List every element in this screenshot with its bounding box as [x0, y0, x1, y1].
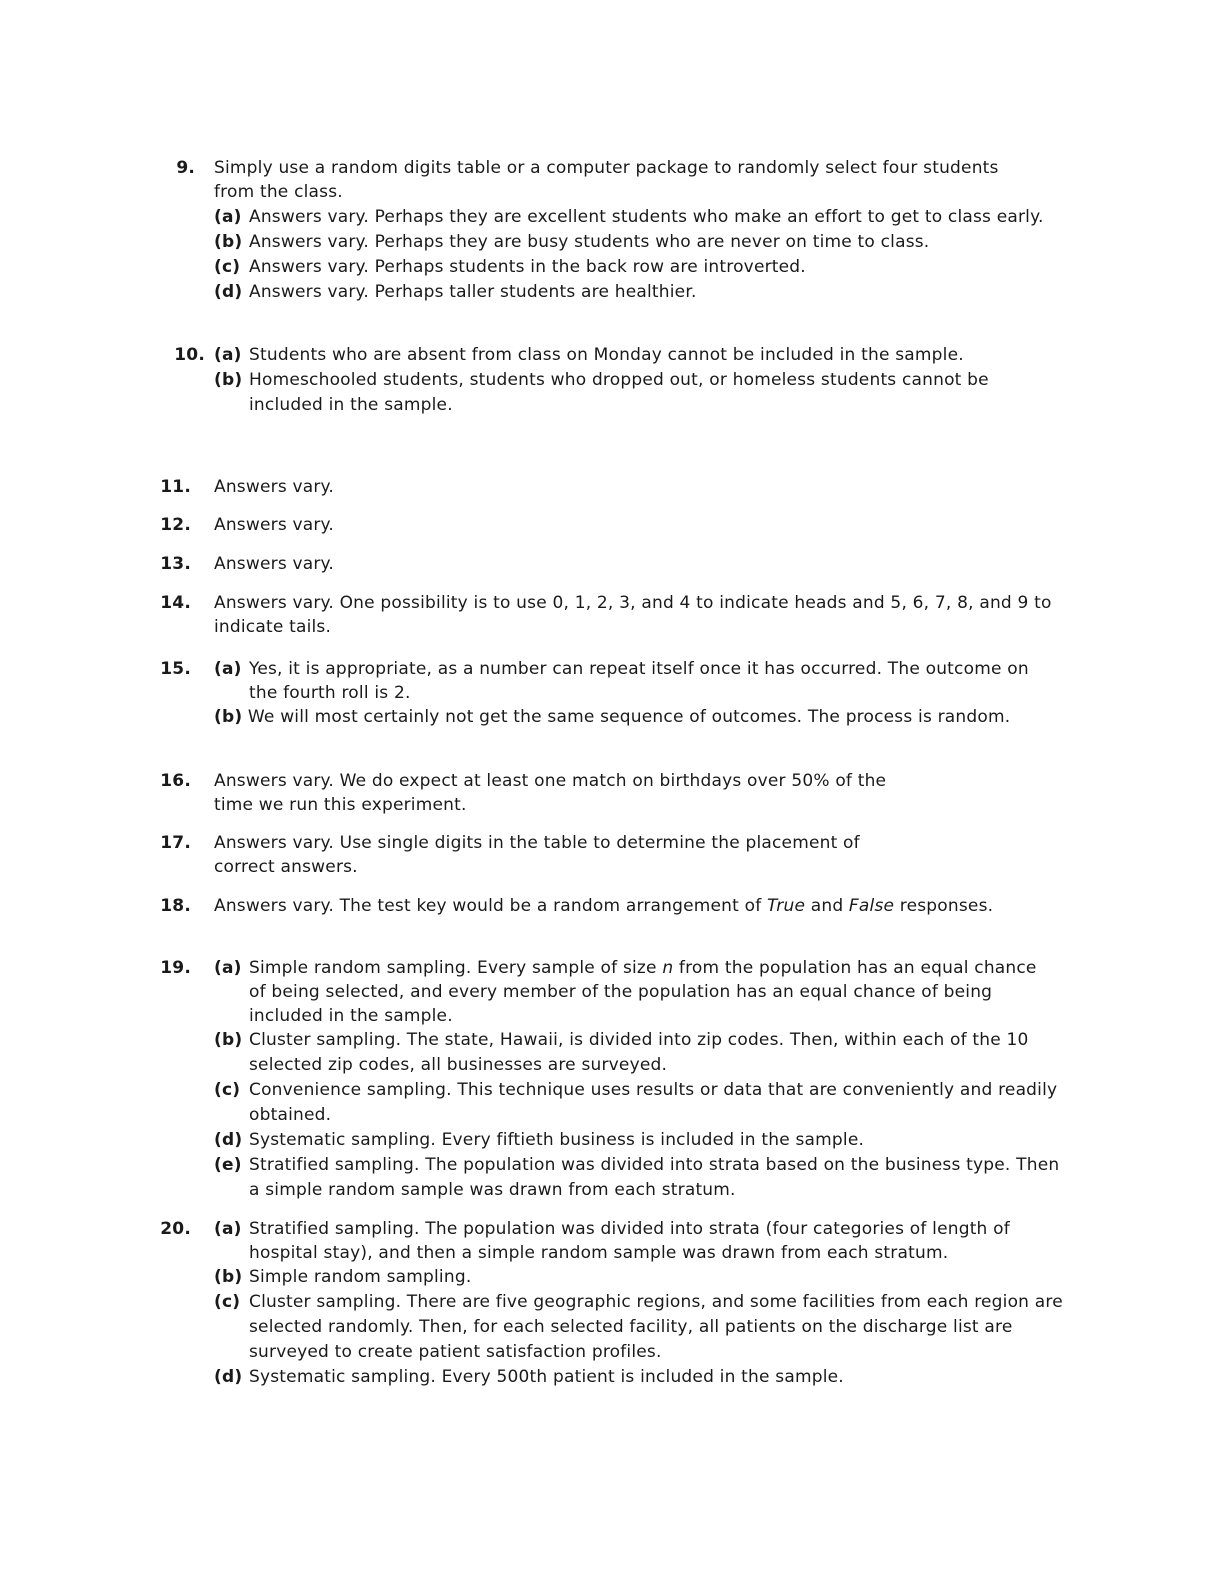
- part-label: (b): [214, 370, 243, 390]
- part-label: (a): [214, 1219, 242, 1239]
- part-d: [214, 1128, 1064, 1153]
- question-number: 14.: [160, 593, 191, 613]
- question-number: 13.: [160, 554, 191, 574]
- part-text: Answers vary. Perhaps taller students are healthier.: [249, 282, 697, 302]
- question-text: Answers vary.: [214, 477, 334, 497]
- question-text: Answers vary.: [214, 554, 334, 574]
- question-text: Answers vary. One possibility is to use 0, 1, 2, 3, and 4 to indicate heads and 5, 6, 7, 8, and 9 to indicate tails.: [214, 593, 1052, 637]
- part-label: (a): [214, 207, 242, 227]
- part-text: We will most certainly not get the same sequence of outcomes. The process is random.: [247, 707, 1011, 727]
- text-segment: responses.: [894, 896, 994, 916]
- part-text: Answers vary. Perhaps students in the back row are introverted.: [249, 257, 806, 277]
- part-text: Homeschooled students, students who dropped out, or homeless students cannot be included in the sample.: [249, 370, 989, 415]
- part-text: Systematic sampling. Every 500th patient is included in the sample.: [249, 1367, 844, 1387]
- part-label: (b): [214, 232, 243, 252]
- part-label: (b): [214, 707, 243, 727]
- part-label: (d): [214, 282, 243, 302]
- part-c: [214, 255, 1014, 280]
- question-number: 18.: [160, 896, 191, 916]
- part-c: [214, 1290, 1064, 1365]
- question-text-line: time we run this experiment.: [214, 795, 467, 815]
- part-label: (a): [214, 958, 242, 978]
- part-text: Convenience sampling. This technique uses results or data that are conveniently and readily obtained.: [249, 1080, 1058, 1125]
- part-label: (c): [214, 1292, 241, 1312]
- question-number: 12.: [160, 515, 191, 535]
- text-segment: Answers vary. The test key would be a random arrangement of: [214, 896, 768, 916]
- question-text-line: Answers vary. We do expect at least one match on birthdays over 50% of the: [214, 771, 887, 791]
- part-a: [214, 956, 1039, 1028]
- part-text: Answers vary. Perhaps they are excellent students who make an effort to get to class early.: [249, 207, 1044, 227]
- part-label: (d): [214, 1367, 243, 1387]
- part-label: (b): [214, 1030, 243, 1050]
- false-word: False: [848, 896, 895, 916]
- part-d: [214, 1365, 1064, 1390]
- question-number: 20.: [160, 1219, 191, 1239]
- part-text: Yes, it is appropriate, as a number can repeat itself once it has occurred. The outcome on the fourth roll is 2.: [249, 659, 1029, 703]
- part-text: Students who are absent from class on Monday cannot be included in the sample.: [249, 345, 964, 365]
- part-b: [214, 1265, 1064, 1290]
- variable-n: n: [662, 958, 674, 978]
- part-a: [214, 657, 1034, 705]
- part-b: [214, 368, 1064, 418]
- true-word: True: [767, 896, 806, 916]
- part-text: Stratified sampling. The population was divided into strata (four categories of length of hospital stay), and then a simple random sample was drawn from each stratum.: [249, 1219, 1010, 1263]
- part-text: Systematic sampling. Every fiftieth business is included in the sample.: [249, 1130, 865, 1150]
- part-a: [214, 1217, 1039, 1265]
- part-text: Answers vary. Perhaps they are busy students who are never on time to class.: [249, 232, 930, 252]
- part-b: [214, 230, 1079, 255]
- question-number: 19.: [160, 958, 191, 978]
- part-e: [214, 1153, 1064, 1203]
- part-label: (a): [214, 659, 242, 679]
- question-text-line: correct answers.: [214, 857, 358, 877]
- part-text: Simple random sampling.: [249, 1267, 472, 1287]
- question-text-line: Answers vary. Use single digits in the table to determine the placement of: [214, 833, 860, 853]
- question-text: Answers vary.: [214, 515, 334, 535]
- part-text: Cluster sampling. There are five geographic regions, and some facilities from each region are selected randomly. Then, for each selected facility, all patients on the discharge list are surveyed to create patient satisfaction profiles.: [249, 1292, 1063, 1362]
- part-label: (b): [214, 1267, 243, 1287]
- text-segment: and: [805, 896, 849, 916]
- part-c: [214, 1078, 1064, 1128]
- part-text: Cluster sampling. The state, Hawaii, is divided into zip codes. Then, within each of the 10 selected zip codes, all businesses are surveyed.: [249, 1030, 1029, 1075]
- question-text: [214, 894, 1004, 918]
- question-number: 16.: [160, 771, 191, 791]
- question-number: 17.: [160, 833, 191, 853]
- question-number: 10.: [174, 345, 205, 365]
- part-label: (d): [214, 1130, 243, 1150]
- question-number: 9.: [176, 158, 195, 178]
- text-segment: from the population has an equal chance of being selected, and every member of the population has an equal chance of being included in the sample.: [249, 958, 1037, 1026]
- question-number: 11.: [160, 477, 191, 497]
- text-segment: Simple random sampling. Every sample of size: [249, 958, 663, 978]
- part-label: (c): [214, 1080, 241, 1100]
- part-b: [214, 1028, 1064, 1078]
- part-text: Stratified sampling. The population was divided into strata based on the business type. Then a simple random sample was drawn from each stratum.: [249, 1155, 1060, 1200]
- part-label: (e): [214, 1155, 242, 1175]
- part-b: [214, 705, 1029, 729]
- question-text: Simply use a random digits table or a computer package to randomly select four students from the class.: [214, 158, 999, 202]
- part-label: (a): [214, 345, 242, 365]
- part-a: [214, 343, 1064, 368]
- part-d: [214, 280, 1014, 305]
- question-number: 15.: [160, 659, 191, 679]
- part-label: (c): [214, 257, 241, 277]
- part-a: [214, 205, 1079, 230]
